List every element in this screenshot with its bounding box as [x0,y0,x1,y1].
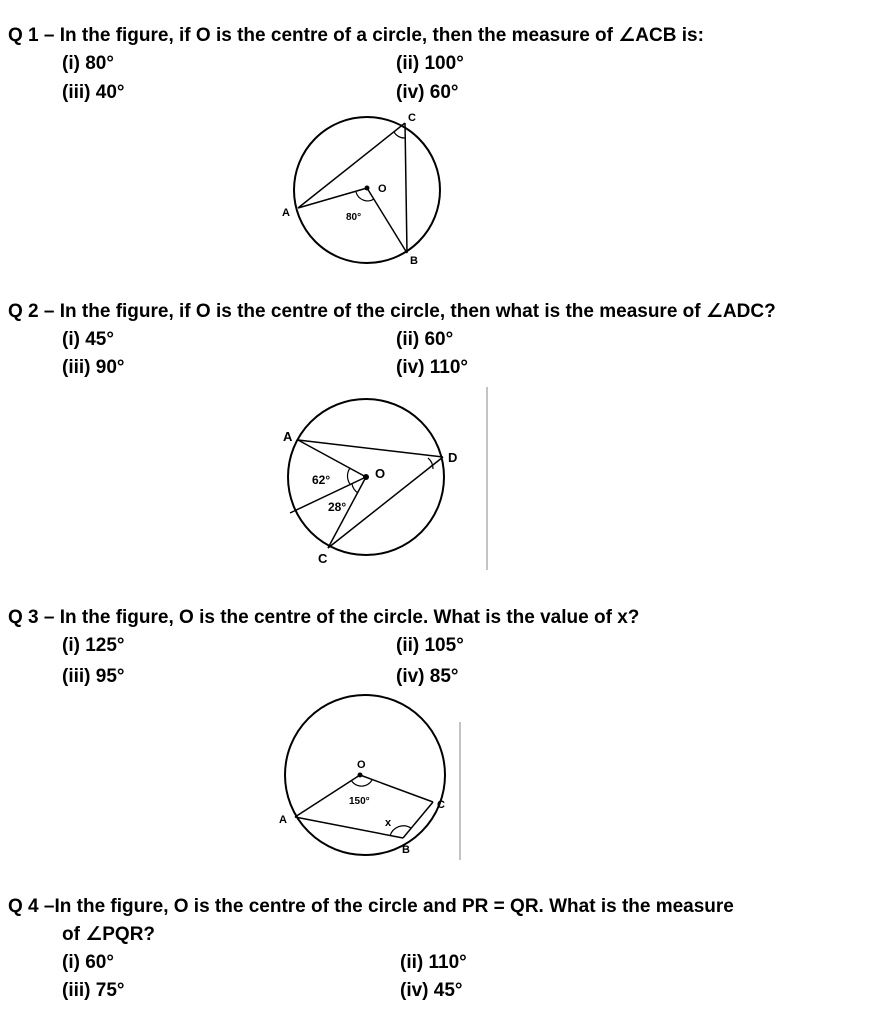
q3-figure [275,690,470,862]
q2-label-o: O [375,466,386,481]
q1-figure [270,108,460,268]
q2-option-iii: (iii) 90° [62,357,125,378]
q1-option-iv: (iv) 60° [396,82,459,103]
q1-angle-label: 80° [346,212,362,223]
q3-option-iii: (iii) 95° [62,666,125,687]
q4-option-i: (i) 60° [62,952,114,973]
q2-option-i: (i) 45° [62,329,114,350]
q3-label-o: O [357,759,366,771]
q2-option-iv: (iv) 110° [396,357,469,378]
q4-option-iii: (iii) 75° [62,980,125,1001]
question-4-text-cont: of ∠PQR? [62,924,156,945]
q3-option-i: (i) 125° [62,635,125,656]
q2-figure [278,385,498,575]
q1-label-o: O [378,183,387,195]
question-2-text: Q 2 – In the figure, if O is the centre of the circle, then what is the measure of ∠ADC? [8,301,776,322]
q2-label-c: C [318,551,328,566]
q2-angle-28: 28° [328,500,347,514]
q3-option-iv: (iv) 85° [396,666,459,687]
q1-label-b: B [410,255,418,267]
question-3-text: Q 3 – In the figure, O is the centre of the circle. What is the value of x? [8,607,640,628]
question-4-text: Q 4 –In the figure, O is the centre of the circle and PR = QR. What is the measure [8,896,734,917]
question-1-text: Q 1 – In the figure, if O is the centre of a circle, then the measure of ∠ACB is: [8,25,704,46]
q3-label-b: B [402,844,410,856]
q2-angle-62: 62° [312,473,331,487]
q2-label-d: D [448,450,458,465]
q4-option-iv: (iv) 45° [400,980,463,1001]
q1-label-c: C [408,112,416,124]
q3-option-ii: (ii) 105° [396,635,464,656]
q1-label-a: A [282,207,290,219]
q3-label-c: C [437,799,445,811]
q1-option-i: (i) 80° [62,53,114,74]
q3-label-x: x [385,817,392,829]
q2-label-a: A [283,429,293,444]
q3-label-a: A [279,814,287,826]
q3-angle-150: 150° [349,796,370,807]
q2-option-ii: (ii) 60° [396,329,454,350]
q1-option-iii: (iii) 40° [62,82,125,103]
q1-option-ii: (ii) 100° [396,53,464,74]
q4-option-ii: (ii) 110° [400,952,467,973]
